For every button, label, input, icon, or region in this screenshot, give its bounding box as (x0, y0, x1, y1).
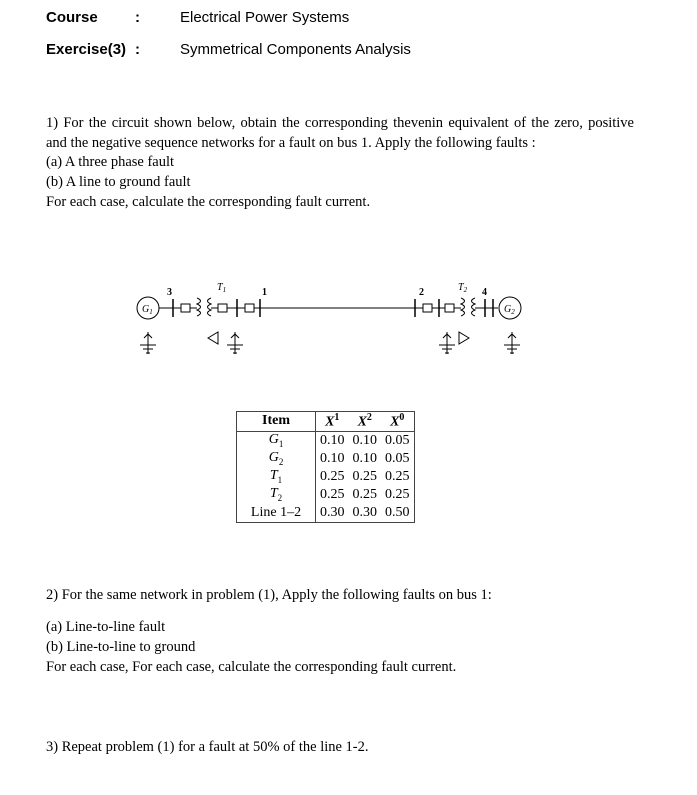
breaker-icon (445, 304, 454, 312)
table-row: $G_2$ 0.10 0.10 0.05 (237, 450, 415, 468)
g1-label: $G_1$ (142, 304, 153, 316)
table-row: Line 1–2 0.30 0.30 0.50 (237, 504, 415, 523)
reactance-table (236, 411, 415, 523)
bus-2-label: 2 (419, 287, 424, 298)
course-label: Course (46, 9, 98, 26)
col-x1: $X^1$ (316, 412, 349, 432)
transformer-t2-secondary (472, 298, 476, 316)
problem2-case-b: (b) Line-to-line to ground (46, 639, 196, 655)
ground-icon (140, 332, 156, 354)
transformer-t1-primary (197, 298, 201, 316)
breaker-icon (181, 304, 190, 312)
bus-4-label: 4 (482, 287, 487, 298)
transformer-t1-secondary (208, 298, 212, 316)
one-line-diagram (125, 274, 545, 374)
col-x0: $X^0$ (381, 412, 414, 432)
exercise-colon: : (135, 41, 140, 58)
problem1-statement: 1) For the circuit shown below, obtain the corresponding thevenin equivalent of the zero, positive and the negative sequence networks for a fault on bus 1. Apply the following faults : (46, 115, 634, 151)
problem3-statement: 3) Repeat problem (1) for a fault at 50% of the line 1-2. (46, 739, 369, 755)
problem1-case-a: (a) A three phase fault (46, 154, 175, 170)
col-x2: $X^2$ (349, 412, 382, 432)
delta-icon (459, 332, 469, 344)
problem1-case-b: (b) A line to ground fault (46, 174, 191, 190)
breaker-icon (245, 304, 254, 312)
table-row: $T_1$ 0.25 0.25 0.25 (237, 468, 415, 486)
course-colon: : (135, 9, 140, 26)
bus-3-label: 3 (167, 287, 172, 298)
course-value: Electrical Power Systems (180, 9, 350, 26)
problem2-tail: For each case, For each case, calculate the corresponding fault current. (46, 659, 457, 675)
exercise-label: Exercise(3) (46, 41, 127, 58)
col-item: Item (237, 412, 316, 432)
g2-label: $G_2$ (504, 304, 515, 316)
table-row: $T_2$ 0.25 0.25 0.25 (237, 486, 415, 504)
t2-label: $T_2$ (458, 282, 468, 294)
ground-icon (504, 332, 520, 354)
transformer-t2-primary (461, 298, 465, 316)
problem2-case-a: (a) Line-to-line fault (46, 619, 166, 635)
problem1-tail: For each case, calculate the corresponding fault current. (46, 194, 371, 210)
delta-icon (208, 332, 218, 344)
t1-label: $T_1$ (217, 282, 227, 294)
exercise-value: Symmetrical Components Analysis (180, 41, 411, 58)
breaker-icon (218, 304, 227, 312)
table-row: $G_1$ 0.10 0.10 0.05 (237, 431, 415, 450)
ground-icon (439, 332, 455, 354)
table-header-row (237, 412, 415, 432)
problem2-statement: 2) For the same network in problem (1), Apply the following faults on bus 1: (46, 587, 492, 603)
breaker-icon (423, 304, 432, 312)
ground-icon (227, 332, 243, 354)
bus-1-label: 1 (262, 287, 267, 298)
